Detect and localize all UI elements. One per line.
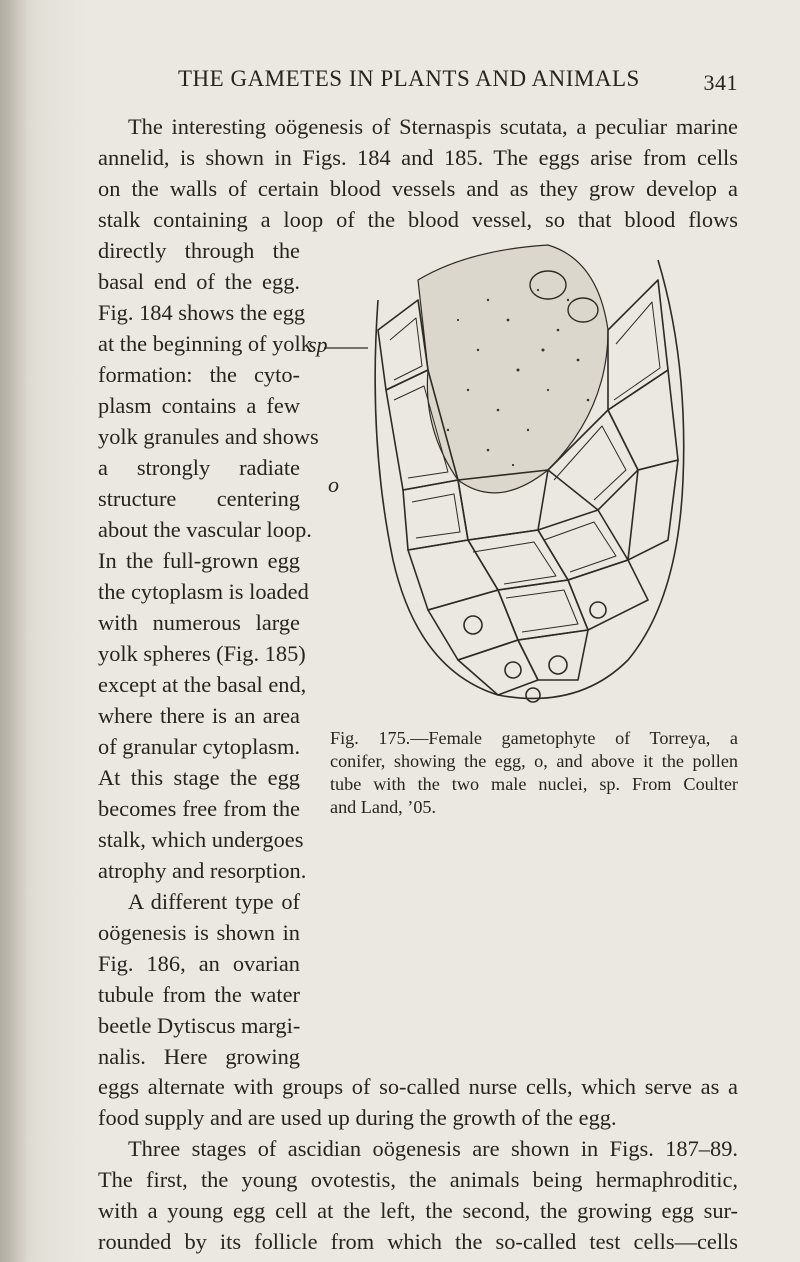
text-line: rounded by its follicle from which the so-called test cells—cells [98,1229,738,1254]
bottom-paragraph [98,1071,738,1257]
caption-line: and Land, ’05. [330,797,437,817]
text-line: except at the basal end, [98,672,307,697]
text-line: on the walls of certain blood vessels and as they grow develop a [98,176,738,201]
text-line: atrophy and resorption. [98,858,307,883]
text-line: about the vascular loop. [98,517,312,542]
text-line: In the full-grown egg [98,548,300,573]
top-paragraph [98,111,738,235]
text-line: at the beginning of yolk [98,331,312,356]
running-title: THE GAMETES IN PLANTS AND ANIMALS [178,66,640,91]
text-line: Three stages of ascidian oögenesis are shown in Figs. 187–89. [128,1136,738,1161]
text-line: directly through the [98,238,300,263]
text-line: becomes free from the [98,796,300,821]
text-line: structure centering [98,486,300,511]
text-line: At this stage the egg [98,765,300,790]
text-line: plasm contains a few [98,393,300,418]
text-line: tubule from the water [98,982,300,1007]
text-line: A different type of [128,889,300,914]
figure-caption [330,727,738,819]
gametophyte-illustration [308,240,738,710]
text-line: nalis. Here growing [98,1044,300,1069]
egg-cell [418,245,608,493]
gutter-shadow [0,0,28,1262]
text-line: yolk granules and shows [98,424,319,449]
text-line: Fig. 186, an ovarian [98,951,300,976]
caption-line: tube with the two male nuclei, sp. From Coulter [330,774,738,794]
text-line: the cytoplasm is loaded [98,579,309,604]
text-line: oögenesis is shown in [98,920,300,945]
text-line: a strongly radiate [98,455,300,480]
text-line: Fig. 184 shows the egg [98,300,306,325]
text-line: of granular cytoplasm. [98,734,301,759]
text-line: formation: the cyto- [98,362,300,387]
text-line: stalk, which undergoes [98,827,304,852]
caption-line: conifer, showing the egg, o, and above it the pollen [330,751,738,771]
page-number: 341 [703,70,738,95]
text-line: beetle Dytiscus margi- [98,1013,301,1038]
figure-torreya-gametophyte [308,240,738,710]
text-line: with numerous large [98,610,300,635]
text-line: eggs alternate with groups of so-called nurse cells, which serve as a [98,1074,738,1099]
text-line: stalk containing a loop of the blood vessel, so that blood flows [98,207,738,232]
caption-line: Fig. 175.—Female gametophyte of Torreya, a [330,728,738,748]
text-line: food supply and are used up during the growth of the egg. [98,1105,617,1130]
text-line: where there is an area [98,703,300,728]
text-line: with a young egg cell at the left, the second, the growing egg sur- [98,1198,738,1223]
text-line: basal end of the egg. [98,269,300,294]
left-column-text [98,235,319,1072]
figure-label-o: o [328,472,339,497]
text-line: The interesting oögenesis of Sternaspis scutata, a peculiar marine [128,114,738,139]
text-line: annelid, is shown in Figs. 184 and 185. The eggs arise from cells [98,145,738,170]
figure-label-sp: sp [308,332,328,357]
text-line: yolk spheres (Fig. 185) [98,641,306,666]
text-line: The first, the young ovotestis, the animals being hermaphroditic, [98,1167,738,1192]
